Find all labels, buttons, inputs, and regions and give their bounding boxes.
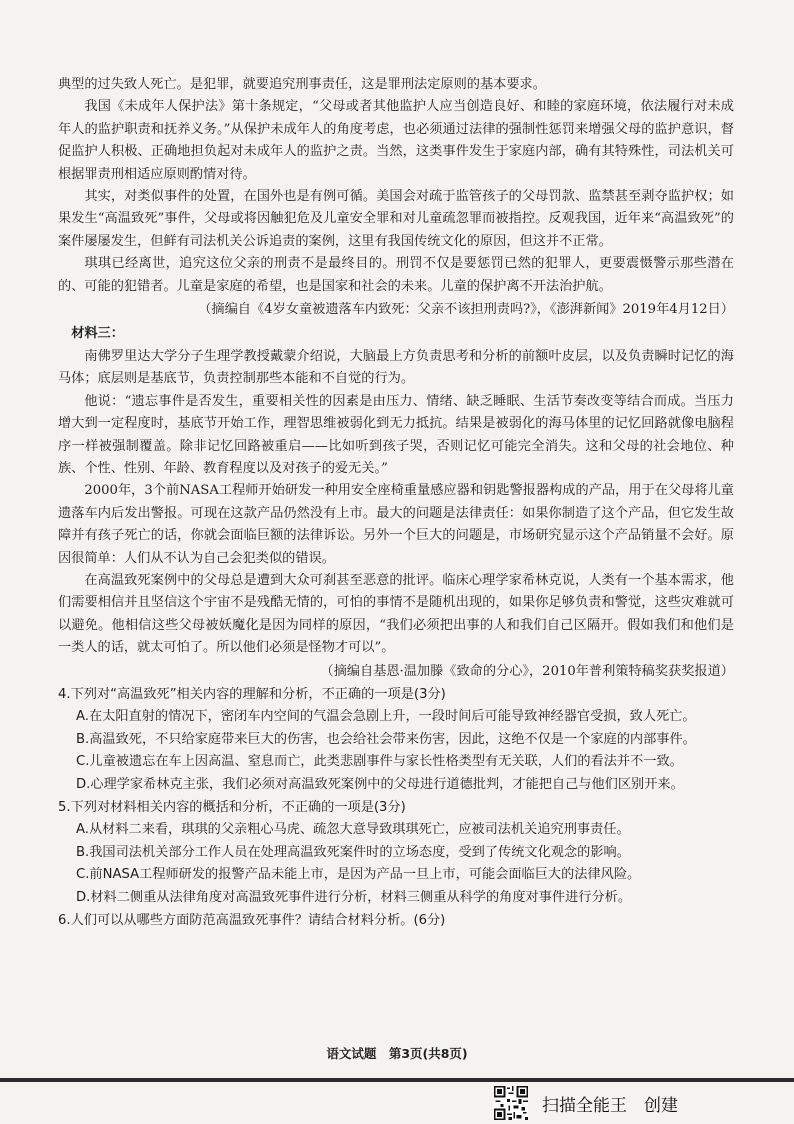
question-5-option-d: D.材料二侧重从法律角度对高温致死事件进行分析，材料三侧重从科学的角度对事件进行分析。	[76, 889, 632, 905]
question-5-option-a: A.从材料二来看，琪琪的父亲粗心马虎、疏忽大意导致琪琪死亡，应被司法机关追究刑事责任。	[76, 822, 630, 838]
question-4-option-c: C.儿童被遗忘在车上因高温、窒息而亡，此类悲剧事件与家长性格类型有无关联，人们的看法并不一致。	[76, 754, 683, 770]
scanner-watermark-text: 扫描全能王 创建	[542, 1095, 678, 1116]
paragraph-foreign-practice: 其实，对类似事件的处置，在国外也是有例可循。美国会对疏于监管孩子的父母罚款、监禁甚至剥夺监护权；如果发生“高温致死”事件，父母或将因触犯危及儿童安全罪和对儿童疏忽罪而被指控。反观我国，近年来“高温致死”的案件屡屡发生，但鲜有司法机关公诉追责的案例，这里有我国传统文化的原因，但这并不正常。	[58, 189, 734, 249]
paragraph-nasa-product: 2000年，3个前NASA工程师开始研发一种用安全座椅重量感应器和钥匙警报器构成的产品，用于在父母将儿童遗落车内后发出警报。可现在这款产品仍然没有上市。最大的问题是法律责任：如果你制造了这个产品，但它发生故障并有孩子死亡的话，你就会面临巨额的法律诉讼。另外一个巨大的问题是，市场研究显示这个产品销量不会好。原因很简单：人们从不认为自己会犯类似的错误。	[58, 483, 734, 566]
question-5-option-b: B.我国司法机关部分工作人员在处理高温致死案件时的立场态度，受到了传统文化观念的影响。	[76, 844, 630, 860]
page-content	[58, 74, 734, 932]
scanner-watermark	[494, 1086, 678, 1120]
question-5-stem: 5.下列对材料相关内容的概括和分析，不正确的一项是(3分)	[58, 800, 406, 815]
question-5-option-c: C.前NASA工程师研发的报警产品未能上市，是因为产品一旦上市，可能会面临巨大的法律风险。	[76, 867, 641, 883]
question-4-option-a: A.在太阳直射的情况下，密闭车内空间的气温会急剧上升，一段时间后可能导致神经器官受损，致人死亡。	[76, 709, 696, 725]
question-6-stem: 6.人们可以从哪些方面防范高温致死事件？请结合材料分析。(6分)	[58, 913, 446, 929]
scan-edge-rule	[0, 1078, 794, 1082]
material-3-heading: 材料三：	[71, 326, 124, 342]
question-4-option-d: D.心理学家希林克主张，我们必须对高温致死案例中的父母进行道德批判，才能把自己与他们区别开来。	[76, 776, 684, 792]
paragraph-minors-protection-law: 我国《未成年人保护法》第十条规定，“父母或者其他监护人应当创造良好、和睦的家庭环境，依法履行对未成年人的监护职责和抚养义务。”从保护未成年人的角度考虑，也必须通过法律的强制性惩罚来增强父母的监护意识，督促监护人积极、正确地担负起对未成年人的监护之责。当然，这类事件发生于家庭内部，确有其特殊性，司法机关可根据罪责刑相适应原则酌情对待。	[58, 99, 734, 182]
paragraph-memory-failure: 他说：“遗忘事件是否发生，重要相关性的因素是由压力、情绪、缺乏睡眠、生活节奏改变等结合而成。当压力增大到一定程度时，基底节开始工作，理智思维被弱化到无力抵抗。结果是被弱化的海马体里的记忆回路就像电脑程序一样被强制覆盖。除非记忆回路被重启——比如听到孩子哭，否则记忆可能完全消失。这和父母的社会地位、种族、个性、性别、年龄、教育程度以及对孩子的爱无关。”	[58, 393, 734, 476]
qr-code-icon	[494, 1086, 528, 1120]
paragraph-continuation: 典型的过失致人死亡。是犯罪，就要追究刑事责任，这是罪刑法定原则的基本要求。	[58, 77, 546, 92]
source-citation-material-3: （摘编自基恩·温加滕《致命的分心》，2010年普利策特稿奖获奖报道）	[320, 663, 734, 679]
page-footer: 语文试题 第3页(共8页)	[326, 1046, 468, 1061]
source-citation-material-2: （摘编自《4岁女童被遗落车内致死：父亲不该担刑责吗?》，《澎湃新闻》2019年4月12日）	[198, 302, 734, 318]
paragraph-brain-structure: 南佛罗里达大学分子生理学教授戴蒙介绍说，大脑最上方负责思考和分析的前额叶皮层，以及负责瞬时记忆的海马体；底层则是基底节，负责控制那些本能和不自觉的行为。	[58, 348, 734, 387]
question-4-option-b: B.高温致死，不只给家庭带来巨大的伤害，也会给社会带来伤害，因此，这绝不仅是一个家庭的内部事件。	[76, 731, 696, 747]
question-4-stem: 4.下列对“高温致死”相关内容的理解和分析，不正确的一项是(3分)	[58, 686, 446, 702]
paragraph-purpose-of-punishment: 琪琪已经离世，追究这位父亲的刑责不是最终目的。刑罚不仅是要惩罚已然的犯罪人，更要震慑警示那些潜在的、可能的犯错者。儿童是家庭的希望，也是国家和社会的未来。儿童的保护离不开法治护航。	[58, 256, 734, 294]
paragraph-public-criticism: 在高温致死案例中的父母总是遭到大众可刹甚至恶意的批评。临床心理学家希林克说，人类有一个基本需求，他们需要相信并且坚信这个宇宙不是残酷无情的，可怕的事情不是随机出现的，如果你足够负责和警觉，这些灾难就可以避免。他相信这些父母被妖魔化是因为同样的原因，“我们必须把出事的人和我们自己区隔开。假如我们和他们是一类人的话，就太可怕了。所以他们必须是怪物才可以”。	[58, 572, 734, 656]
